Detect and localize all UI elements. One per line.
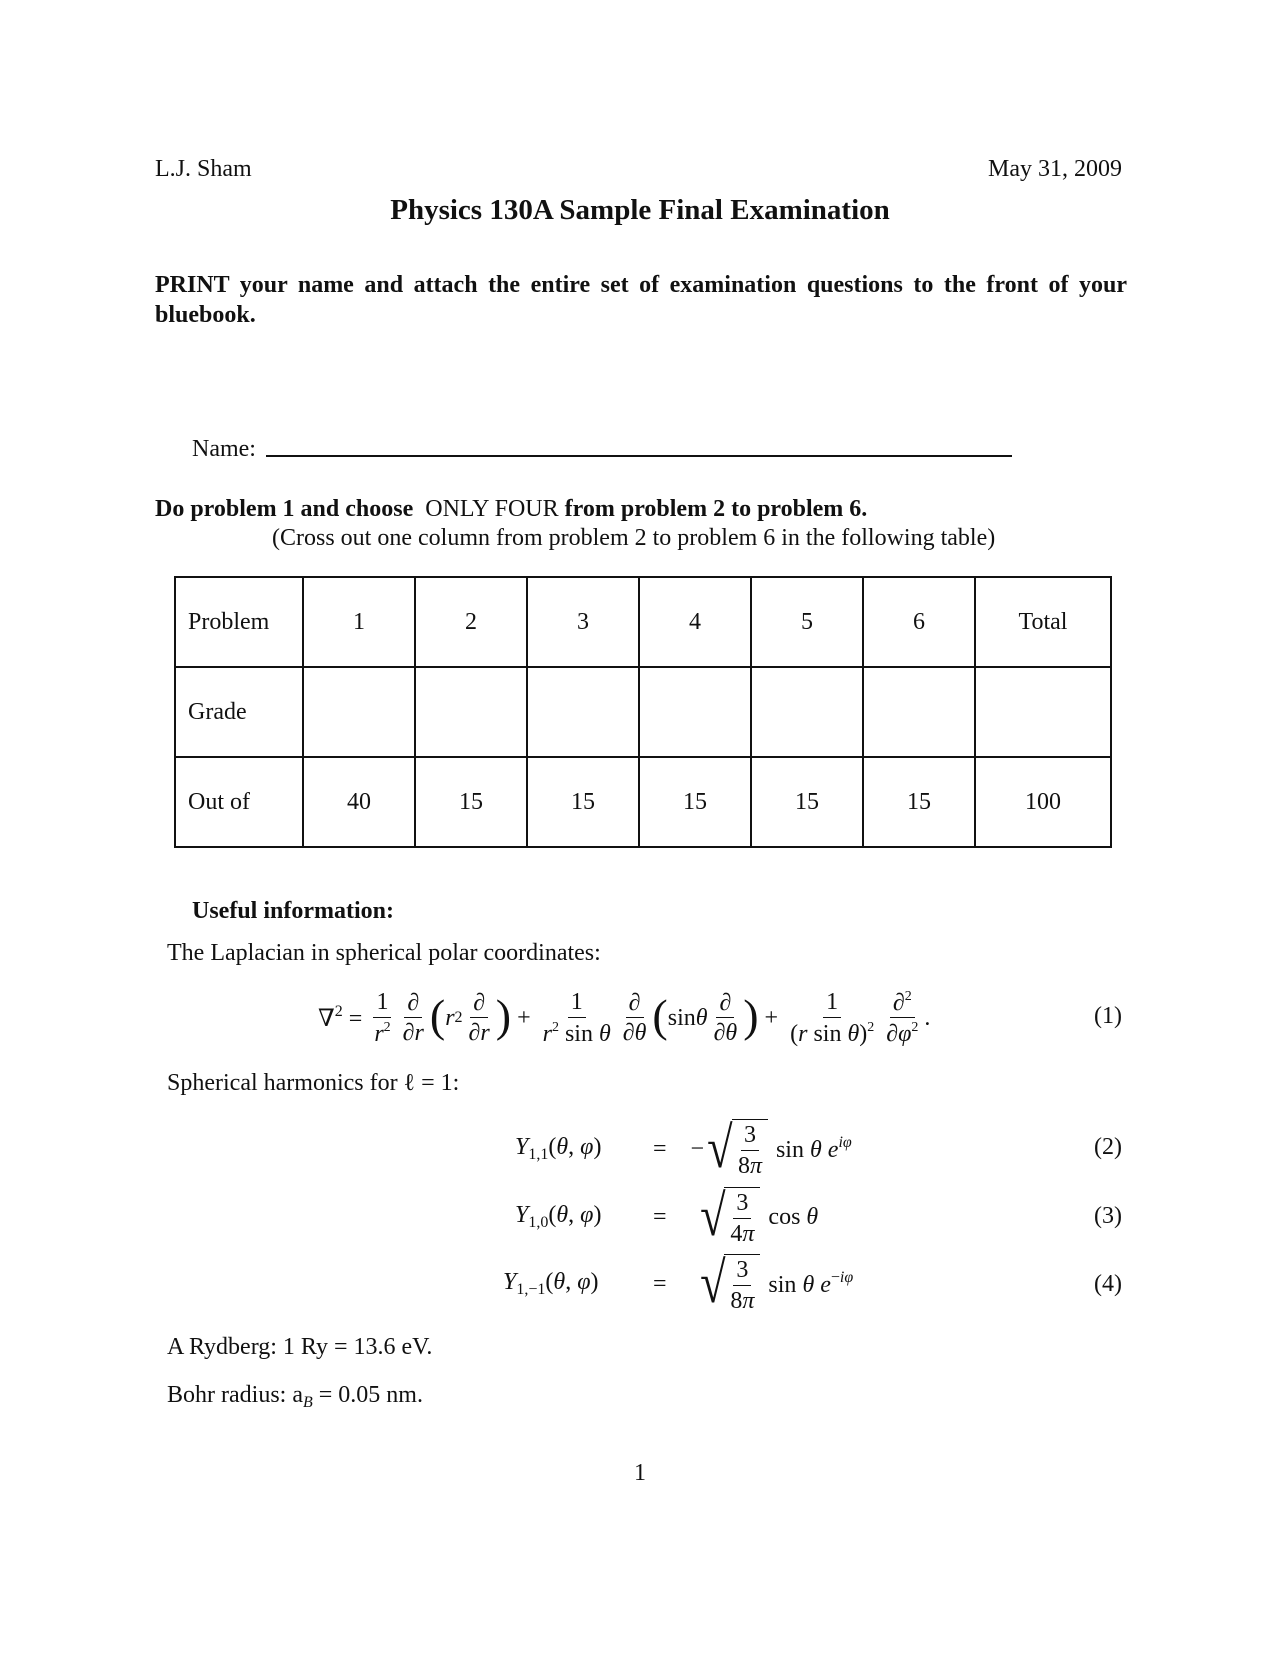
points-cell: 15 <box>639 757 751 847</box>
equation-number: (3) <box>1094 1203 1122 1229</box>
grade-table <box>174 576 1112 848</box>
author: L.J. Sham <box>155 156 252 182</box>
column-header: 1 <box>303 577 415 667</box>
directive: Do problem 1 and choose ONLY FOUR from problem 2 to problem 6. <box>155 496 868 522</box>
name-label: Name: <box>192 436 256 462</box>
y11-equation: $Y_{1,1}(\theta$, φ) = − √ $\frac{3}{8\pi}$ sin θ $e^{i\varphi}$ <box>515 1115 852 1181</box>
points-cell: 15 <box>527 757 639 847</box>
laplacian-intro: The Laplacian in spherical polar coordinates: <box>167 940 601 966</box>
page-number: 1 <box>634 1460 646 1486</box>
column-header: Total <box>975 577 1111 667</box>
useful-heading: Useful information: <box>192 898 394 924</box>
column-header: 2 <box>415 577 527 667</box>
row-label: Grade <box>175 667 303 757</box>
y1m1-equation: $Y_{1,-1}(\theta$, φ) = √ $\frac{3}{8\pi}$ sin θ $e^{-i\varphi}$ <box>503 1250 854 1316</box>
grade-cell[interactable] <box>639 667 751 757</box>
grade-cell[interactable] <box>303 667 415 757</box>
grade-cell[interactable] <box>527 667 639 757</box>
points-cell: 100 <box>975 757 1111 847</box>
equation-number: (2) <box>1094 1134 1122 1160</box>
name-line[interactable] <box>266 455 1012 457</box>
points-cell: 15 <box>415 757 527 847</box>
points-cell: 40 <box>303 757 415 847</box>
instructions: PRINT your name and attach the entire set of examination questions to the front of your bluebook. <box>155 272 1127 328</box>
table-row <box>175 577 1111 667</box>
column-header: 4 <box>639 577 751 667</box>
harmonics-intro: Spherical harmonics for ℓ = 1: <box>167 1070 460 1096</box>
grade-cell[interactable] <box>415 667 527 757</box>
column-header: 3 <box>527 577 639 667</box>
rydberg-info: A Rydberg: 1 Ry = 13.6 eV. <box>167 1334 433 1360</box>
laplacian-equation: ∇$^2$ = $\frac{1}{r^2}$ $\frac{\partial}{\partial r}$ ( r 2 $\frac{\partial}{\partial r}$ ) + $\frac{1}{r^2 \sin \theta}$ $\frac{\partial}{\partial\theta}$ ( sin θ $\frac{\partial}{\partial\theta}$ ) + $\frac{1}{(r \sin \theta)^2}$ $\frac{\partial^2}{\partial\varphi^2}$ . <box>318 988 931 1047</box>
grade-cell[interactable] <box>975 667 1111 757</box>
row-label: Problem <box>175 577 303 667</box>
table-row <box>175 667 1111 757</box>
grade-cell[interactable] <box>751 667 863 757</box>
equation-number: (1) <box>1094 1003 1122 1029</box>
bohr-info: Bohr radius: $a_B = 0.05$ nm. <box>167 1382 423 1411</box>
grade-cell[interactable] <box>863 667 975 757</box>
points-cell: 15 <box>863 757 975 847</box>
y10-equation: $Y_{1,0}(\theta$, φ) = √ $\frac{3}{4\pi}$ cos θ <box>515 1183 819 1249</box>
directive-note: (Cross out one column from problem 2 to problem 6 in the following table) <box>272 525 996 551</box>
page-title: Physics 130A Sample Final Examination <box>390 194 890 226</box>
row-label: Out of <box>175 757 303 847</box>
equation-number: (4) <box>1094 1271 1122 1297</box>
points-cell: 15 <box>751 757 863 847</box>
column-header: 6 <box>863 577 975 667</box>
table-row <box>175 757 1111 847</box>
column-header: 5 <box>751 577 863 667</box>
date: May 31, 2009 <box>988 156 1122 182</box>
